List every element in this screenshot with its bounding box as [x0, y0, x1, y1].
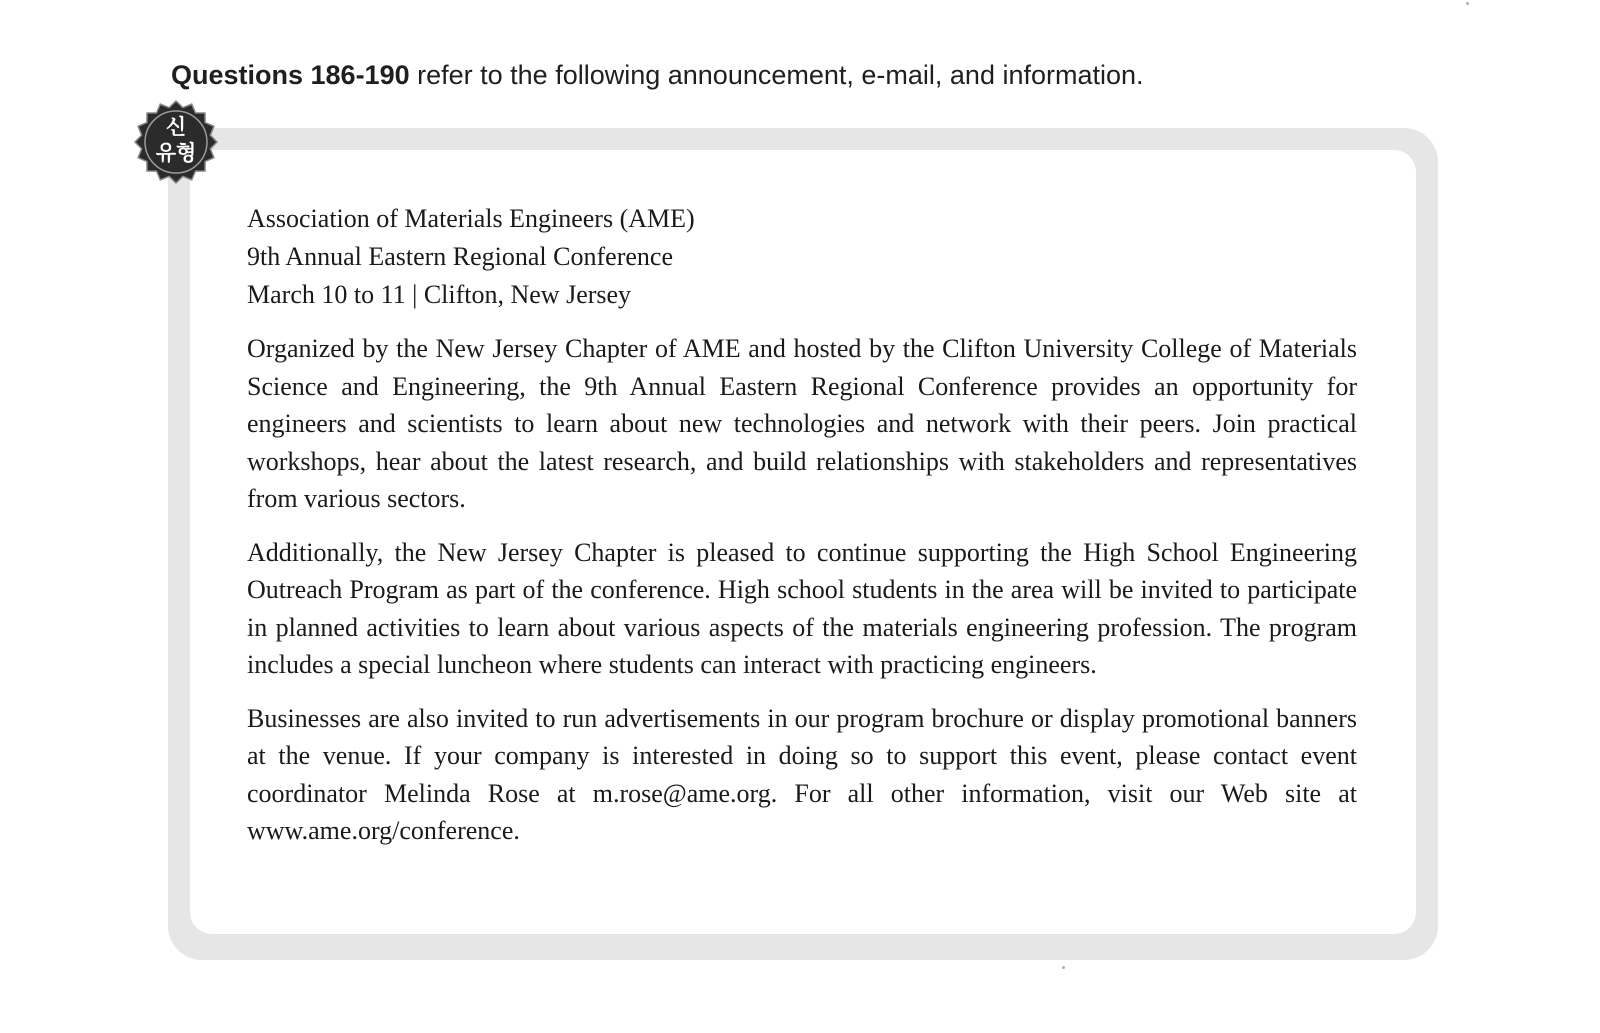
- question-range: Questions 186-190: [171, 60, 410, 90]
- question-header: [171, 60, 1144, 91]
- paragraph-overview: Organized by the New Jersey Chapter of AME and hosted by the Clifton University College of Materials Science and Engineering, the 9th Annual Eastern Regional Conference provides an opportunity for engineers and scientists to learn about new technologies and network with their peers. Join practical workshops, hear about the latest research, and build relationships with stakeholders and representatives from various sectors.: [247, 334, 1357, 513]
- conference-date-location: March 10 to 11 | Clifton, New Jersey: [247, 280, 632, 309]
- paragraph-sponsorship: Businesses are also invited to run advertisements in our program brochure or display promotional banners at the venue. If your company is interested in doing so to support this event, please contact event coordinator Melinda Rose at m.rose@ame.org. For all other information, visit our Web site at www.ame.org/conference.: [247, 703, 1357, 845]
- announcement-body: [247, 200, 1357, 866]
- question-instruction: refer to the following announcement, e-mail, and information.: [409, 60, 1144, 90]
- badge-line-2: 유형: [155, 141, 197, 165]
- scan-speck: [1466, 2, 1469, 5]
- badge-label: [134, 114, 218, 166]
- announcement-heading: [247, 200, 1357, 314]
- new-type-badge: [134, 100, 218, 184]
- paragraph-outreach: Additionally, the New Jersey Chapter is pleased to continue supporting the High School Engineering Outreach Program as part of the conference. High school students in the area will be invited to participate in planned activities to learn about various aspects of the materials engineering profession. The program includes a special luncheon where students can interact with practicing engineers.: [247, 537, 1357, 679]
- conference-name: 9th Annual Eastern Regional Conference: [247, 242, 673, 271]
- scan-speck: [1062, 966, 1065, 969]
- organization-name: Association of Materials Engineers (AME): [247, 204, 695, 233]
- badge-line-1: 신: [165, 115, 187, 139]
